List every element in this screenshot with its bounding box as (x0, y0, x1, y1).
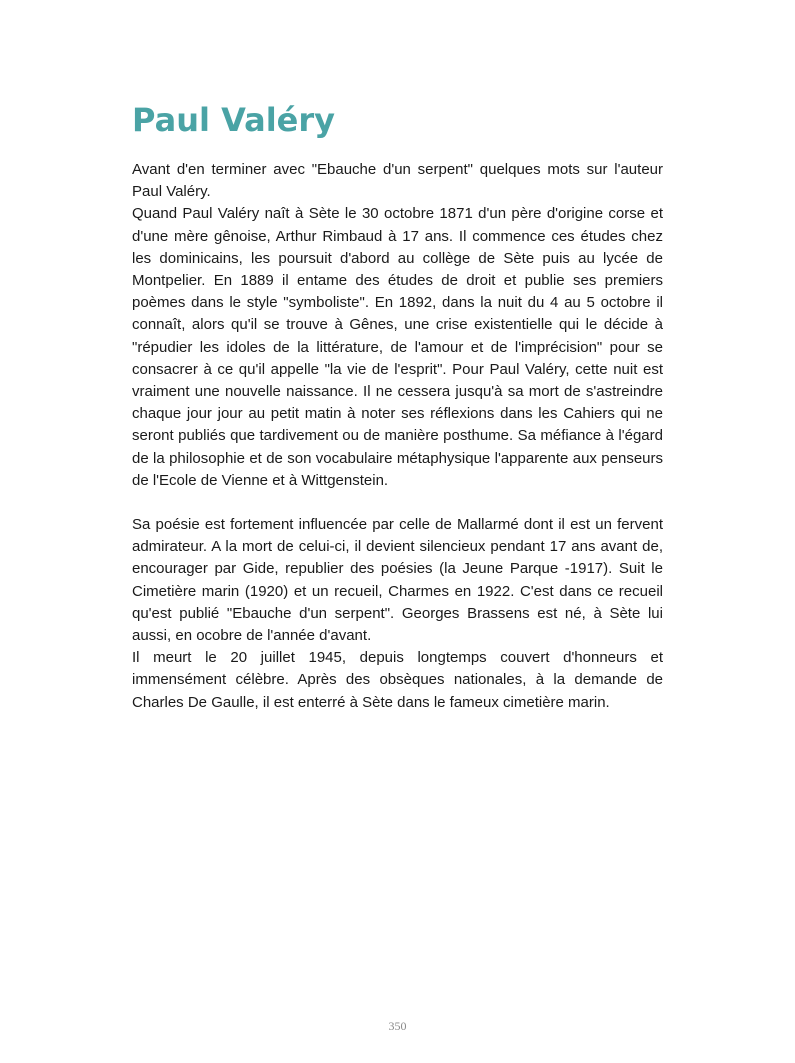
page-number: 350 (388, 1019, 407, 1033)
paragraph-poetry: Sa poésie est fortement influencée par celle de Mallarmé dont il est un fervent admirateur. A la mort de celui-ci, il devient silencieux pendant 17 ans avant de, encourager par Gide, republier des poésies (la Jeune Parque -1917). Suit le Cimetière marin (1920) et un recueil, Charmes en 1922. C'est dans ce recueil qu'est publié "Ebauche d'un serpent". Georges Brassens est né, à Sète lui aussi, en ocobre de l'année d'avant. (132, 516, 663, 645)
paragraph-spacer (132, 492, 663, 514)
paragraph-intro: Avant d'en terminer avec "Ebauche d'un serpent" quelques mots sur l'auteur Paul Valéry. (132, 161, 663, 201)
page-title: Paul Valéry (132, 101, 335, 139)
paragraph-biography: Quand Paul Valéry naît à Sète le 30 octobre 1871 d'un père d'origine corse et d'une mère gênoise, Arthur Rimbaud à 17 ans. Il commence ces études chez les dominicains, les poursuit d'abord au collège de Sète puis au lycée de Montpelier. En 1889 il entame des études de droit et publie ses premiers poèmes dans le style "symboliste". En 1892, dans la nuit du 4 au 5 octobre il connaît, alors qu'il se trouve à Gênes, une crise existentielle qui le décide à "répudier les idoles de la littérature, de l'amour et de l'imprécision" pour se consacrer à ce qu'il appelle "la vie de l'esprit". Pour Paul Valéry, cette nuit est vraiment une nouvelle naissance. Il ne cessera jusqu'à sa mort de s'astreindre chaque jour jour au petit matin à noter ses réflexions dans les Cahiers qui ne seront publiés que tardivement ou de manière posthume. Sa méfiance à l'égard de la philosophie et de son vocabulaire métaphysique l'apparente aux penseurs de l'Ecole de Vienne et à Wittgenstein. (132, 205, 663, 489)
body-text (132, 159, 663, 714)
paragraph-death: Il meurt le 20 juillet 1945, depuis longtemps couvert d'honneurs et immensément célèbre. Après des obsèques nationales, à la demande de Charles De Gaulle, il est enterré à Sète dans le fameux cimetière marin. (132, 649, 663, 711)
